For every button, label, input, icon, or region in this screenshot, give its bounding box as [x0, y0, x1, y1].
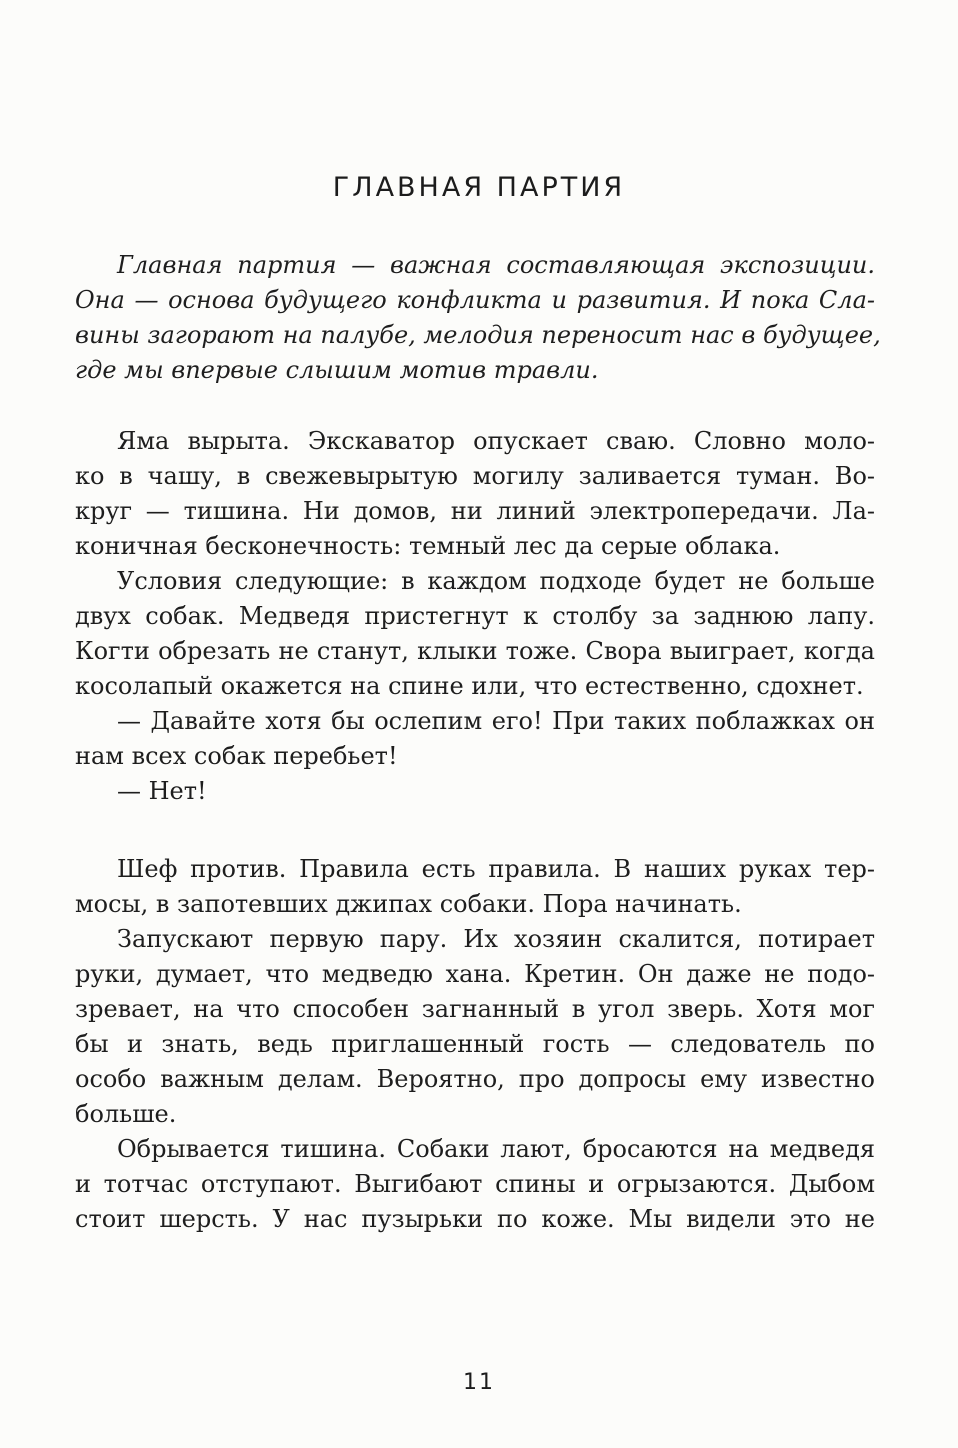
- epigraph-line: Она — основа будущего конфликта и развития. И пока Сла-: [75, 286, 875, 314]
- body-line: Обрывается тишина. Собаки лают, бросаются на медведя: [117, 1135, 875, 1163]
- body-line: нам всех собак перебьет!: [75, 742, 398, 770]
- body-line: Условия следующие: в каждом подходе будет не больше: [117, 567, 875, 595]
- body-line: руки, думает, что медведю хана. Кретин. Он даже не подо-: [75, 960, 875, 988]
- body-line: и тотчас отступают. Выгибают спины и огрызаются. Дыбом: [75, 1170, 875, 1198]
- page-number: 11: [463, 1370, 495, 1395]
- body-section-1: [75, 424, 875, 809]
- chapter-title: ГЛАВНАЯ ПАРТИЯ: [332, 172, 626, 203]
- body-line: больше.: [75, 1100, 177, 1128]
- body-line: мосы, в запотевших джипах собаки. Пора начинать.: [75, 890, 742, 918]
- body-line: коничная бесконечность: темный лес да серые облака.: [75, 532, 781, 560]
- epigraph-line: Главная партия — важная составляющая экспозиции.: [117, 251, 875, 279]
- body-line: косолапый окажется на спине или, что естественно, сдохнет.: [75, 672, 864, 700]
- body-line: бы и знать, ведь приглашенный гость — следователь по: [75, 1030, 875, 1058]
- body-line: стоит шерсть. У нас пузырьки по коже. Мы видели это не: [75, 1205, 875, 1233]
- body-line: зревает, на что способен загнанный в угол зверь. Хотя мог: [75, 995, 875, 1023]
- epigraph: [75, 248, 881, 388]
- body-line: Когти обрезать не станут, клыки тоже. Свора выиграет, когда: [75, 637, 875, 665]
- body-line: двух собак. Медведя пристегнут к столбу за заднюю лапу.: [75, 602, 875, 630]
- body-line: — Нет!: [117, 777, 207, 805]
- body-line: круг — тишина. Ни домов, ни линий электропередачи. Ла-: [75, 497, 875, 525]
- body-line: — Давайте хотя бы ослепим его! При таких поблажках он: [117, 707, 875, 735]
- body-line: особо важным делам. Вероятно, про допросы ему известно: [75, 1065, 875, 1093]
- epigraph-line: где мы впервые слышим мотив травли.: [75, 356, 599, 384]
- epigraph-line: вины загорают на палубе, мелодия переносит нас в будущее,: [75, 321, 881, 349]
- body-line: Яма вырыта. Экскаватор опускает сваю. Словно моло-: [117, 427, 875, 455]
- body-line: ко в чашу, в свежевырытую могилу заливается туман. Во-: [75, 462, 875, 490]
- body-line: Шеф против. Правила есть правила. В наших руках тер-: [117, 855, 875, 883]
- body-section-2: [75, 852, 875, 1237]
- body-line: Запускают первую пару. Их хозяин скалится, потирает: [117, 925, 875, 953]
